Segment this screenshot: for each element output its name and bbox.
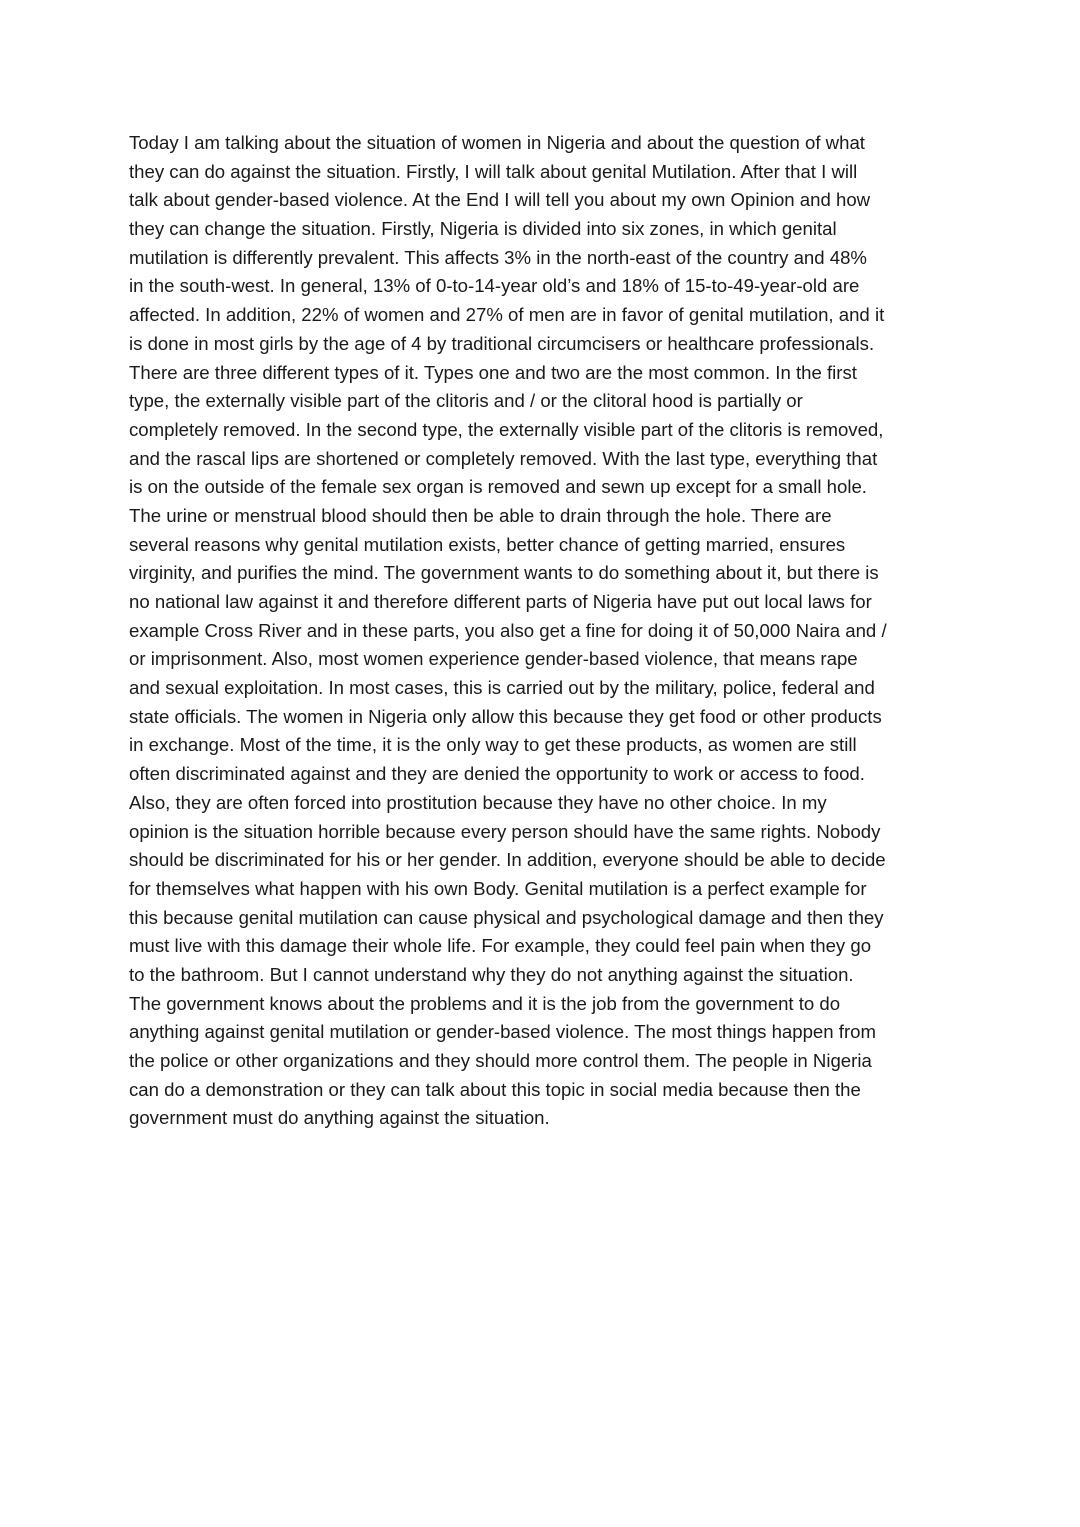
text-line: virginity, and purifies the mind. The government wants to do something about it, but there is [129,562,879,584]
text-line: and sexual exploitation. In most cases, this is carried out by the military, police, federal and [129,677,875,699]
text-line: anything against genital mutilation or gender-based violence. The most things happen from [129,1021,876,1043]
text-line: state officials. The women in Nigeria only allow this because they get food or other products [129,705,882,727]
text-line: or imprisonment. Also, most women experience gender-based violence, that means rape [129,648,858,670]
text-line: talk about gender-based violence. At the End I will tell you about my own Opinion and how [129,189,871,211]
text-line: often discriminated against and they are denied the opportunity to work or access to food. [129,763,865,785]
text-line: is done in most girls by the age of 4 by traditional circumcisers or healthcare professionals. [129,332,875,354]
text-line: for themselves what happen with his own Body. Genital mutilation is a perfect example for [129,877,867,899]
text-line: they can do against the situation. Firstly, I will talk about genital Mutilation. After that I will [129,160,858,182]
text-line: several reasons why genital mutilation exists, better chance of getting married, ensures [129,533,846,555]
body-text [129,129,969,1133]
text-line: must live with this damage their whole life. For example, they could feel pain when they go [129,935,872,957]
text-line: Today I am talking about the situation of women in Nigeria and about the question of what [129,132,865,153]
text-line: in exchange. Most of the time, it is the only way to get these products, as women are still [129,734,857,756]
text-line: can do a demonstration or they can talk about this topic in social media because then the [129,1078,861,1100]
text-line: this because genital mutilation can cause physical and psychological damage and then they [129,906,884,928]
text-line: completely removed. In the second type, the externally visible part of the clitoris is removed, [129,418,884,440]
text-line: example Cross River and in these parts, you also get a fine for doing it of 50,000 Naira and / [129,619,887,641]
text-line: should be discriminated for his or her gender. In addition, everyone should be able to decide [129,849,886,871]
text-line: the police or other organizations and they should more control them. The people in Nigeria [129,1050,872,1071]
text-line: they can change the situation. Firstly, Nigeria is divided into six zones, in which genital [129,218,837,240]
text-line: to the bathroom. But I cannot understand why they do not anything against the situation. [129,963,854,985]
text-line: is on the outside of the female sex organ is removed and sewn up except for a small hole. [129,476,867,498]
text-line: The urine or menstrual blood should then be able to drain through the hole. There are [129,504,832,526]
text-line: in the south-west. In general, 13% of 0-to-14-year old’s and 18% of 15-to-49-year-old are [129,275,860,297]
text-line: mutilation is differently prevalent. This affects 3% in the north-east of the country and 48% [129,246,867,268]
text-line: type, the externally visible part of the clitoris and / or the clitoral hood is partially or [129,390,803,412]
text-line: affected. In addition, 22% of women and 27% of men are in favor of genital mutilation, and it [129,304,885,326]
text-line: and the rascal lips are shortened or completely removed. With the last type, everything that [129,447,878,469]
text-line: The government knows about the problems and it is the job from the government to do [129,992,841,1014]
text-line: opinion is the situation horrible because every person should have the same rights. Nobody [129,820,881,842]
text-line: no national law against it and therefore different parts of Nigeria have put out local laws for [129,591,872,612]
text-line: Also, they are often forced into prostitution because they have no other choice. In my [129,791,827,813]
text-line: There are three different types of it. Types one and two are the most common. In the first [129,361,857,383]
text-line: government must do anything against the situation. [129,1107,550,1129]
